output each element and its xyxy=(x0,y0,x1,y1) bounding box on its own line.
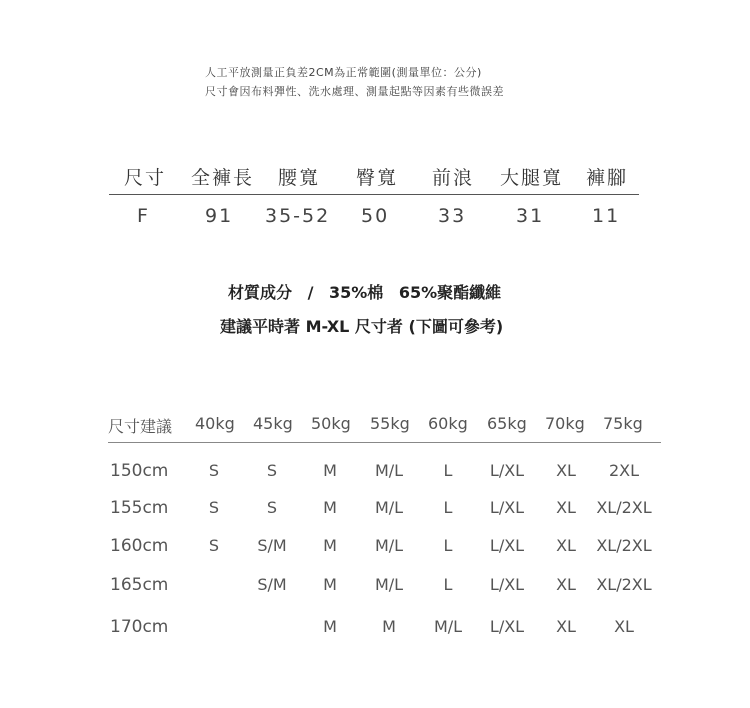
size-cell: M xyxy=(323,461,337,480)
measurement-value-length: 91 xyxy=(205,205,234,227)
measurement-divider xyxy=(109,194,639,195)
size-cell: L/XL xyxy=(489,575,525,594)
size-cell: L/XL xyxy=(489,536,525,555)
size-cell: M xyxy=(382,617,396,636)
size-table-header-weight: 50kg xyxy=(311,414,351,433)
size-cell: S/M xyxy=(257,536,287,555)
size-cell: M/L xyxy=(374,575,404,594)
size-cell: L xyxy=(443,536,453,555)
size-cell: XL/2XL xyxy=(596,498,652,517)
measurement-header-hip: 臀寬 xyxy=(356,167,399,189)
size-table-row-height: 155cm xyxy=(110,498,169,518)
size-table-header-label: 尺寸建議 xyxy=(108,417,173,436)
size-cell: S xyxy=(208,498,220,517)
size-table-header-weight: 40kg xyxy=(195,414,235,433)
note-line-1: 人工平放測量正負差2CM為正常範圍(測量單位：公分) xyxy=(205,66,482,79)
measurement-value-hem: 11 xyxy=(592,205,621,227)
size-cell: XL xyxy=(556,536,576,555)
measurement-header-rise: 前浪 xyxy=(432,167,475,189)
measurement-header-size: 尺寸 xyxy=(124,167,167,189)
size-cell: L xyxy=(443,461,453,480)
size-cell: L xyxy=(443,498,453,517)
size-cell: XL xyxy=(556,575,576,594)
size-cell: M xyxy=(323,617,337,636)
size-cell: XL/2XL xyxy=(596,536,652,555)
size-cell: L/XL xyxy=(489,461,525,480)
size-cell: M xyxy=(323,536,337,555)
measurement-header-length: 全褲長 xyxy=(191,167,255,189)
size-cell: S xyxy=(266,461,278,480)
size-cell: M xyxy=(323,498,337,517)
size-table-row-height: 170cm xyxy=(110,617,169,637)
size-table-divider xyxy=(108,442,661,443)
size-cell: L xyxy=(443,575,453,594)
measurement-value-thigh: 31 xyxy=(516,205,545,227)
note-line-2: 尺寸會因布料彈性、洗水處理、測量起點等因素有些微誤差 xyxy=(205,85,504,98)
size-cell: M/L xyxy=(374,536,404,555)
size-table-header-weight: 60kg xyxy=(428,414,468,433)
size-cell: XL xyxy=(556,617,576,636)
size-cell: M xyxy=(323,575,337,594)
measurement-header-thigh: 大腿寬 xyxy=(500,167,564,189)
size-table-header-weight: 75kg xyxy=(603,414,643,433)
size-cell: S xyxy=(208,461,220,480)
size-cell: XL xyxy=(614,617,634,636)
size-cell: XL xyxy=(556,498,576,517)
size-cell: XL/2XL xyxy=(596,575,652,594)
size-table-header-weight: 55kg xyxy=(370,414,410,433)
size-table-header-weight: 70kg xyxy=(545,414,585,433)
material-composition: 材質成分 / 35%棉 65%聚酯纖維 xyxy=(228,283,502,302)
measurement-header-waist: 腰寬 xyxy=(278,167,321,189)
size-table-header-weight: 45kg xyxy=(253,414,293,433)
measurement-value-waist: 35-52 xyxy=(265,205,331,227)
size-cell: S/M xyxy=(257,575,287,594)
size-cell: XL xyxy=(556,461,576,480)
size-cell: S xyxy=(208,536,220,555)
size-cell: M/L xyxy=(374,461,404,480)
measurement-value-size: F xyxy=(137,205,150,227)
measurement-header-hem: 褲腳 xyxy=(586,167,629,189)
size-table-row-height: 165cm xyxy=(110,575,169,595)
size-cell: S xyxy=(266,498,278,517)
size-cell: M/L xyxy=(433,617,463,636)
size-table-row-height: 160cm xyxy=(110,536,169,556)
size-cell: L/XL xyxy=(489,498,525,517)
size-cell: L/XL xyxy=(489,617,525,636)
size-cell: 2XL xyxy=(608,461,640,480)
measurement-value-hip: 50 xyxy=(361,205,390,227)
measurement-value-rise: 33 xyxy=(438,205,467,227)
size-table-header-weight: 65kg xyxy=(487,414,527,433)
size-table-row-height: 150cm xyxy=(110,461,169,481)
size-cell: M/L xyxy=(374,498,404,517)
size-advice: 建議平時著 M-XL 尺寸者 (下圖可參考) xyxy=(220,317,504,336)
